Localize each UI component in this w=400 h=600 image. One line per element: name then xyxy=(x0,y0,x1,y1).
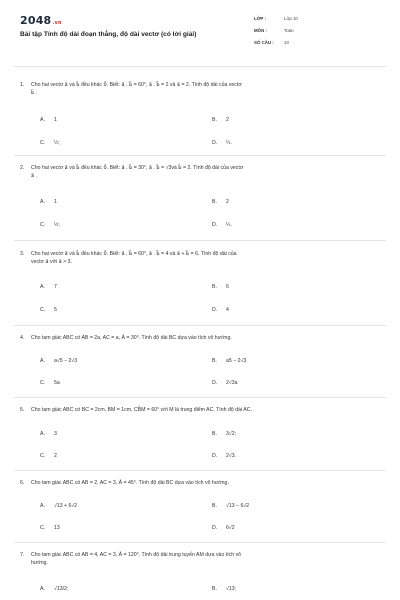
option-letter: A. xyxy=(40,358,45,364)
question-line: Cho hai vectơ a⃗ và b⃗ đều khác 0⃗. Biết: a⃗ , b⃗ = 30°, a⃗ . b⃗ = √3và b⃗ = 2. Tính độ dài của vectơ xyxy=(31,165,244,171)
option-d[interactable] xyxy=(212,222,232,228)
question-line: Cho hai vectơ a⃗ và b⃗ đều khác 0⃗. Biết: a⃗ , b⃗ = 60°, a⃗ . b⃗ = 2 và a⃗ = 2. Tính độ dài của vectơ xyxy=(31,82,242,88)
divider xyxy=(14,325,386,326)
option-d[interactable] xyxy=(212,525,235,531)
question-text xyxy=(31,406,381,414)
question-text xyxy=(31,81,381,97)
option-letter: B. xyxy=(212,431,217,437)
option-text: 3√2; xyxy=(226,431,237,437)
option-text: a5 − 2√3 xyxy=(226,358,247,364)
option-text: √13 − 6√2 xyxy=(226,503,250,509)
option-c[interactable] xyxy=(40,140,60,146)
option-b[interactable] xyxy=(212,503,249,509)
question-number: 5. xyxy=(20,407,25,413)
meta-value: Toán xyxy=(284,27,294,33)
question-line: Cho hai vectơ a⃗ và b⃗ đều khác 0⃗. Biết: a⃗ , b⃗ = 60°, a⃗ . b⃗ = 4 và a⃗ + b⃗ = 6. Tính độ dài của xyxy=(31,251,237,257)
option-text: a√5 − 2√3 xyxy=(54,358,78,364)
option-letter: C. xyxy=(40,453,46,459)
option-d[interactable] xyxy=(212,140,232,146)
option-letter: B. xyxy=(212,199,217,205)
option-c[interactable] xyxy=(40,453,57,459)
option-text: 6√2 xyxy=(226,525,235,531)
option-letter: B. xyxy=(212,358,217,364)
option-text: 6 xyxy=(226,284,229,290)
option-b[interactable] xyxy=(212,117,229,123)
logo-suffix: .vn xyxy=(52,20,62,26)
option-a[interactable] xyxy=(40,358,77,364)
option-text: 2 xyxy=(54,453,57,459)
divider xyxy=(14,470,386,471)
option-c[interactable] xyxy=(40,380,60,386)
option-text: 2√3. xyxy=(226,453,237,459)
option-letter: B. xyxy=(212,586,217,592)
option-letter: C. xyxy=(40,140,46,146)
option-text: 5a xyxy=(54,380,60,386)
option-text: 5 xyxy=(54,307,57,313)
option-a[interactable] xyxy=(40,199,57,205)
option-letter: A. xyxy=(40,586,45,592)
option-text: √13; xyxy=(226,586,237,592)
option-text: 7 xyxy=(54,284,57,290)
question-number: 7. xyxy=(20,552,25,558)
option-letter: A. xyxy=(40,503,45,509)
option-letter: D. xyxy=(212,307,218,313)
option-letter: A. xyxy=(40,284,45,290)
meta-row-count xyxy=(254,36,374,48)
option-d[interactable] xyxy=(212,307,229,313)
option-a[interactable] xyxy=(40,284,57,290)
option-c[interactable] xyxy=(40,307,57,313)
option-letter: B. xyxy=(212,284,217,290)
question-line: b⃗ . xyxy=(31,90,38,97)
meta-row-subject xyxy=(254,24,374,36)
meta-key: SỐ CÂU : xyxy=(254,39,274,45)
option-letter: B. xyxy=(212,117,217,123)
option-text: ¼. xyxy=(226,222,232,228)
option-letter: B. xyxy=(212,503,217,509)
document-title: Bài tập Tính độ dài đoạn thẳng, độ dài vectơ (có lời giải) xyxy=(20,31,197,38)
option-letter: C. xyxy=(40,222,46,228)
question-text xyxy=(31,479,381,487)
divider xyxy=(14,155,386,156)
meta-value: 10 xyxy=(284,39,289,45)
option-letter: C. xyxy=(40,307,46,313)
option-a[interactable] xyxy=(40,431,57,437)
meta-row-class xyxy=(254,12,374,24)
option-a[interactable] xyxy=(40,117,57,123)
meta-key: LỚP : xyxy=(254,15,266,21)
question-line: vectơ a⃗ với a⃗ > 3. xyxy=(31,259,72,266)
question-number: 2. xyxy=(20,165,25,171)
option-letter: C. xyxy=(40,525,46,531)
meta-key: MÔN : xyxy=(254,27,267,33)
option-c[interactable] xyxy=(40,525,60,531)
option-letter: D. xyxy=(212,222,218,228)
divider xyxy=(14,542,386,543)
option-text: 1 xyxy=(54,117,57,123)
option-letter: A. xyxy=(40,199,45,205)
question-line: Cho tam giác ABC có AB = 2a, AC = a, Â = 30°. Tính độ dài BC dựa vào tích vô hướng. xyxy=(31,335,232,341)
question-line: a⃗ . xyxy=(31,173,38,180)
option-b[interactable] xyxy=(212,586,236,592)
question-text xyxy=(31,250,381,266)
option-text: ½; xyxy=(54,140,60,146)
divider xyxy=(14,397,386,398)
option-b[interactable] xyxy=(212,431,236,437)
option-text: 2√3a xyxy=(226,380,238,386)
question-text xyxy=(31,551,381,567)
document-meta xyxy=(254,12,374,48)
meta-value: Lớp 10 xyxy=(284,15,298,21)
option-letter: D. xyxy=(212,525,218,531)
question-line: Cho tam giác ABC có BC = 2cm, BM = 1cm, CB̂M = 60° với M là trung điểm AC. Tính độ dài AC. xyxy=(31,407,252,413)
option-letter: D. xyxy=(212,380,218,386)
option-text: √13 + 6√2 xyxy=(54,503,78,509)
option-b[interactable] xyxy=(212,284,229,290)
question-line: Cho tam giác ABC có AB = 4, AC = 3, Â = 120°. Tính độ dài trung tuyến AM dựa vào tích vô xyxy=(31,552,242,558)
option-d[interactable] xyxy=(212,453,236,459)
question-text xyxy=(31,164,381,180)
option-text: 2 xyxy=(226,117,229,123)
option-text: 4 xyxy=(226,307,229,313)
option-text: 1 xyxy=(54,199,57,205)
option-letter: D. xyxy=(212,140,218,146)
option-text: 2 xyxy=(226,199,229,205)
question-line: Cho tam giác ABC có AB = 2, AC = 3, Â = 45°. Tính độ dài BC dựa vào tích vô hướng. xyxy=(31,480,229,486)
option-d[interactable] xyxy=(212,380,238,386)
divider xyxy=(14,66,386,67)
option-text: ¼. xyxy=(226,140,232,146)
question-text xyxy=(31,334,381,342)
option-a[interactable] xyxy=(40,503,77,509)
option-a[interactable] xyxy=(40,586,68,592)
option-text: √13/2; xyxy=(54,586,69,592)
option-text: 3 xyxy=(54,431,57,437)
option-letter: D. xyxy=(212,453,218,459)
option-letter: C. xyxy=(40,380,46,386)
divider xyxy=(14,240,386,241)
logo-name: 2048 xyxy=(20,14,52,27)
option-letter: A. xyxy=(40,431,45,437)
question-number: 6. xyxy=(20,480,25,486)
question-number: 3. xyxy=(20,251,25,257)
option-b[interactable] xyxy=(212,358,246,364)
option-letter: A. xyxy=(40,117,45,123)
option-b[interactable] xyxy=(212,199,229,205)
option-text: ½; xyxy=(54,222,60,228)
question-line: hướng. xyxy=(31,560,48,567)
option-text: 13 xyxy=(54,525,60,531)
header xyxy=(20,14,386,58)
question-number: 4. xyxy=(20,335,25,341)
question-number: 1. xyxy=(20,82,25,88)
option-c[interactable] xyxy=(40,222,60,228)
